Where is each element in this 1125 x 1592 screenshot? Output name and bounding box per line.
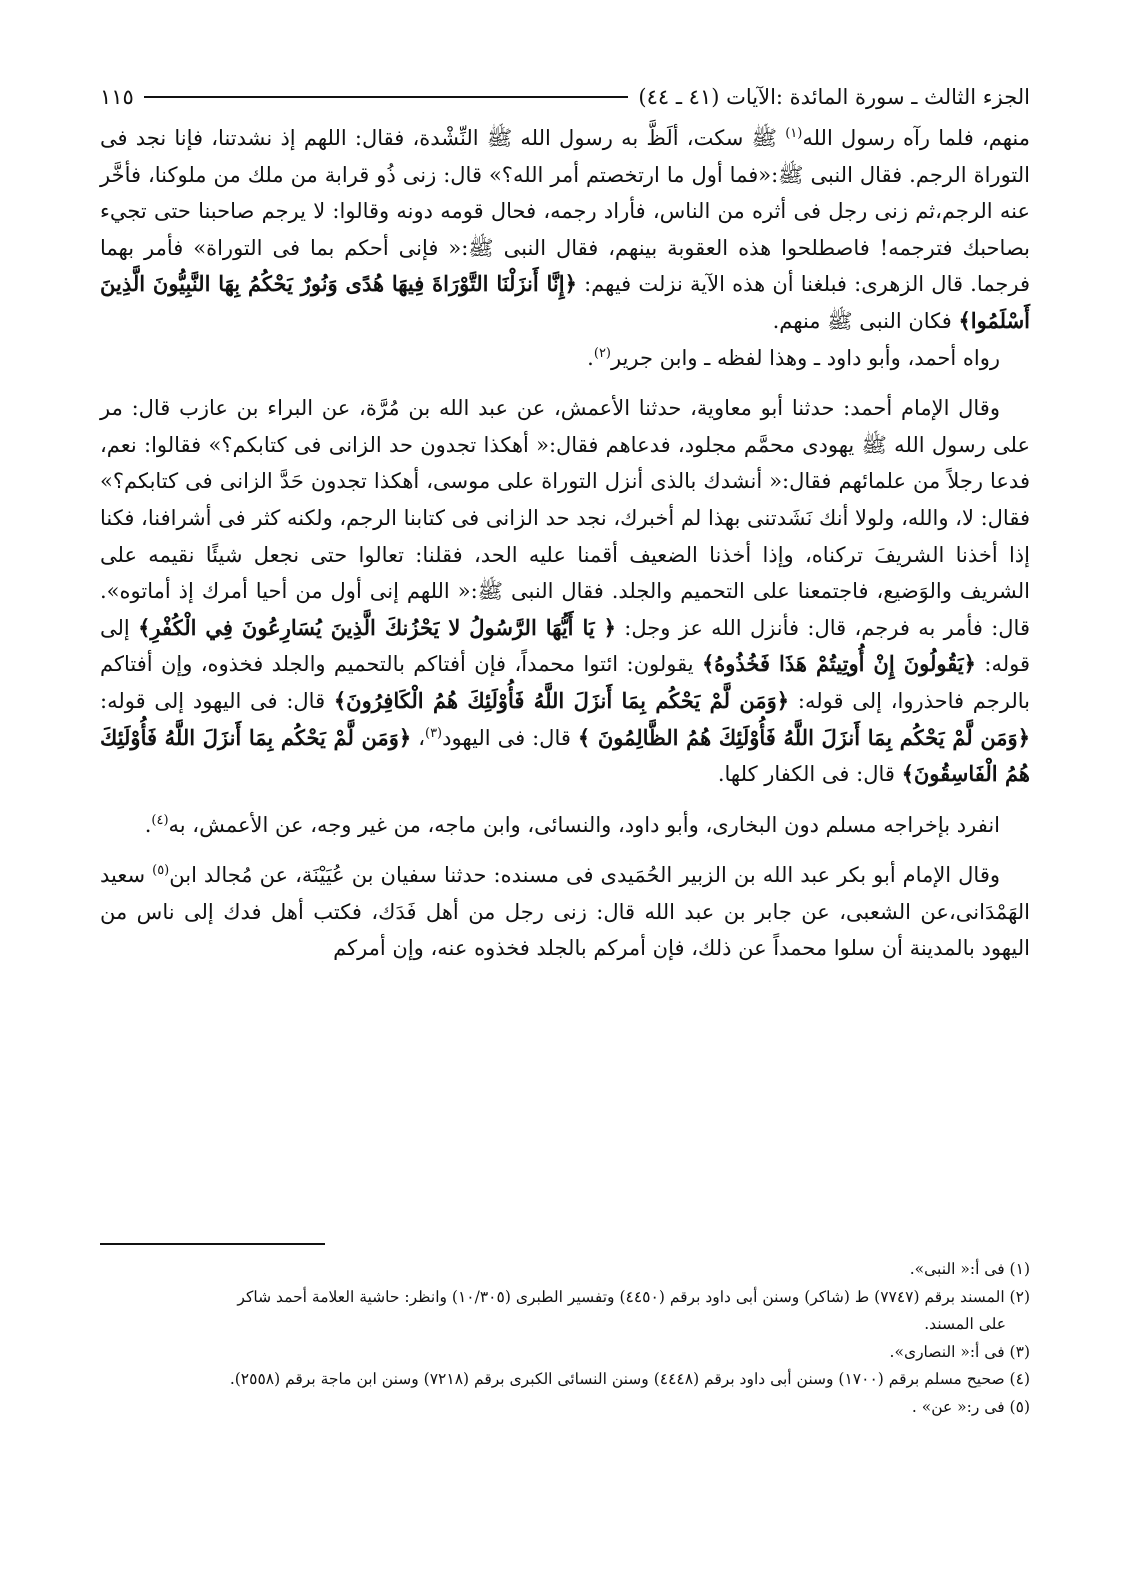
paragraph-3 [100, 390, 1030, 793]
quran-verse: ﴿ يَا أَيُّهَا الرَّسُولُ لا يَحْزُنكَ الَّذِينَ يُسَارِعُونَ فِي الْكُفْرِ﴾ [138, 614, 616, 640]
text-run: انفرد بإخراجه مسلم دون البخارى، وأبو داود، والنسائى، وابن ماجه، من غير وجه، عن الأعمش، به [168, 812, 1000, 837]
text-run: ﷺ سكت، ألَظَّ به رسول الله ﷺ النِّشْدة، فقال: اللهم إذ نشدتنا، فإنا نجد فى التوراة الرجم. فقال النبى ﷺ:«فما أول ما ارتخصتم أمر الله؟» قال: زنى ذُو قرابة من ملك من ملوكنا، فأخَّر عنه الرجم،ثم زنى رجل فى أثره من الناس، فأراد رجمه، فحال قومه دونه وقالوا: لا يرجم صاحبنا حتى تجيء بصاحبك فترجمه! فاصطلحوا هذه العقوبة بينهم، فقال النبى ﷺ:« فإنى أحكم بما فى التوراة» فأمر بهما فرجما. قال الزهرى: فبلغنا أن هذه الآية نزلت فيهم: [100, 126, 1030, 297]
text-run: وقال الإمام أبو بكر عبد الله بن الزبير الحُمَيدى فى مسنده: حدثنا سفيان بن عُيَيْنَة، عن مُجالد ابن [169, 863, 1000, 888]
footnote-separator [100, 1243, 325, 1245]
header-title: الجزء الثالث ـ سورة المائدة :الآيات (٤١ ـ ٤٤) [638, 85, 1030, 109]
text-run: منهم، فلما رآه رسول الله [802, 126, 1031, 150]
footnote-5: (٥) فى ر:« عن» . [911, 1397, 1030, 1416]
header-rule [144, 96, 629, 98]
quran-verse: ﴿إِنَّا أَنزَلْنَا التَّوْرَاةَ فِيهَا هُدًى وَنُورٌ يَحْكُمُ بِهَا النَّبِيُّونَ الَّذِينَ أَسْلَمُوا﴾ [100, 271, 1030, 333]
text-run: قال: فى اليهود [442, 725, 578, 750]
text-run: قال: فى الكفار كلها. [717, 762, 902, 787]
text-run: يقولون: ائتوا محمداً، فإن أفتاكم بالتحميم والجلد فخذوه، وإن أفتاكم بالرجم فاحذروا، إلى قوله: [100, 652, 1030, 713]
running-header [100, 78, 1030, 116]
quran-verse: ﴿وَمَن لَّمْ يَحْكُم بِمَا أَنزَلَ اللَّهُ فَأُوْلَئِكَ هُمُ الْكَافِرُونَ﴾ [333, 687, 790, 713]
text-run: سعيد الهَمْدَانى،عن الشعبى، عن جابر بن عبد الله قال: زنى رجل من أهل فَدَك، فكتب أهل فدك إلى ناس من اليهود بالمدينة أن سلوا محمداً عن ذلك، فإن أمركم بالجلد فخذوه عنه، وإن أمركم [100, 863, 1030, 961]
paragraph-5 [100, 857, 1030, 967]
footnote-2-continued: على المسند. [924, 1315, 1006, 1333]
footnote-4: (٤) صحيح مسلم برقم (١٧٠٠) وسنن أبى داود برقم (٤٤٤٨) وسنن النسائى الكبرى برقم (٧٢١٨) وسنن ابن ماجة برقم (٢٥٥٨). [229, 1370, 1030, 1388]
footnote-ref-1: (١) [785, 126, 803, 141]
quran-verse: ﴿وَمَن لَّمْ يَحْكُم بِمَا أَنزَلَ اللَّهُ فَأُوْلَئِكَ هُمُ الْفَاسِقُونَ﴾ [100, 724, 1030, 787]
paragraph-4 [100, 807, 1030, 844]
book-page [100, 78, 1030, 1558]
main-text [100, 120, 1030, 967]
footnote-ref-2: (٢) [593, 345, 611, 361]
footnotes [100, 1256, 1030, 1421]
text-run: . [587, 345, 594, 370]
footnote-ref-3: (٣) [424, 725, 443, 741]
footnote-ref-4: (٤) [151, 812, 169, 828]
text-run: وقال الإمام أحمد: حدثنا أبو معاوية، حدثنا الأعمش، عن عبد الله بن مُرَّة، عن البراء بن عازب قال: مر على رسول الله ﷺ يهودى محمَّم مجلود، فدعاهم فقال:« أهكذا تجدون حد الزانى فى كتابكم؟» فقالوا: نعم، فدعا رجلاً من علمائهم فقال:« أنشدك بالذى أنزل التوراة على موسى، أهكذا تجدون حَدَّ الزانى فى كتابكم؟» فقال: لا، والله، ولولا أنك نَشَدتنى بهذا لم أخبرك، نجد حد الزانى فى كتابنا الرجم، ولكنه كثر فى أشرافنا، فكنا إذا أخذنا الشريفَ تركناه، وإذا أخذنا الضعيف أقمنا عليه الحد، فقلنا: تعالوا حتى نجعل شيئًا نقيمه على الشريف والوَضيع، فاجتمعنا على التحميم والجلد. فقال النبى ﷺ:« اللهم إنى أول من أحيا أمرك إذ أماتوه». قال: فأمر به فرجم، قال: فأنزل الله عز وجل: [100, 396, 1030, 640]
text-run: . [144, 812, 152, 837]
text-run: ، [411, 725, 425, 750]
paragraph-1 [100, 120, 1030, 340]
page-number: ١١٥ [100, 85, 134, 109]
footnote-ref-5: (٥) [152, 863, 170, 879]
text-run: رواه أحمد، وأبو داود ـ وهذا لفظه ـ وابن جرير [611, 345, 1000, 370]
text-run: فكان النبى ﷺ منهم. [772, 308, 959, 333]
footnote-1: (١) فى أ:« النبى». [909, 1260, 1030, 1278]
footnote-3: (٣) فى أ:« النصارى». [889, 1342, 1030, 1361]
text-run: قال: فى اليهود إلى قوله: [100, 688, 334, 713]
paragraph-2 [100, 340, 1030, 377]
quran-verse: ﴿يَقُولُونَ إِنْ أُوتِيتُمْ هَذَا فَخُذُوهُ﴾ [701, 651, 976, 677]
footnote-2: (٢) المسند برقم (٧٧٤٧) ط (شاكر) وسنن أبى داود برقم (٤٤٥٠) وتفسير الطبرى (١٠/٣٠٥) وانظر: حاشية العلامة أحمد شاكر [237, 1287, 1030, 1306]
text-run: إلى قوله: [100, 615, 1030, 677]
quran-verse: ﴿وَمَن لَّمْ يَحْكُم بِمَا أَنزَلَ اللَّهُ فَأُوْلَئِكَ هُمُ الظَّالِمُونَ ﴾ [577, 724, 1031, 750]
